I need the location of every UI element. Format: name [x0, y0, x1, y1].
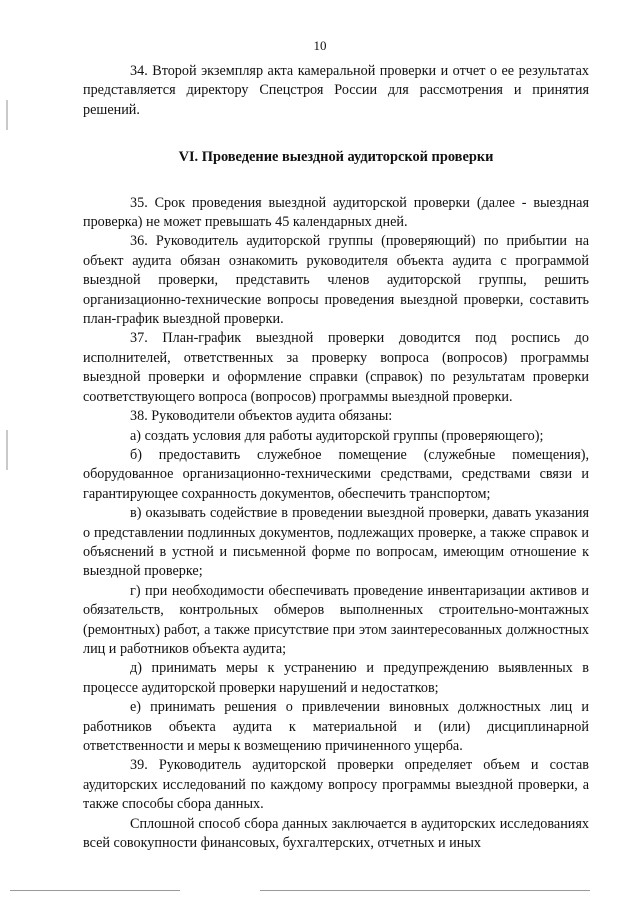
list-item-e: е) принимать решения о привлечении виновных должностных лиц и работников объекта аудита к материальной и (или) дисциплинарной ответственности и меры к возмещению причиненного ущерба. — [83, 699, 589, 754]
scan-artifact-mark — [6, 100, 8, 130]
list-item-b: б) предоставить служебное помещение (служебные помещения), оборудованное организационно-техническими средствами, средствами связи и гарантирующее сохранность документов, обеспечить транспортом; — [83, 446, 589, 502]
paragraph-39: 39. Руководитель аудиторской проверки определяет объем и состав аудиторских исследований по каждому вопросу программы выездной проверки, а также способы сбора данных. — [83, 757, 589, 813]
paragraph-38: 38. Руководители объектов аудита обязаны: — [130, 408, 393, 425]
scan-artifact-line — [10, 890, 180, 891]
list-item-d: д) принимать меры к устранению и предупреждению выявленных в процессе аудиторской проверки нарушений и недостатков; — [83, 660, 589, 696]
paragraph-continuous-method: Сплошной способ сбора данных заключается в аудиторских исследованиях всей совокупности финансовых, бухгалтерских, отчетных и иных — [83, 815, 589, 852]
list-item-v: в) оказывать содействие в проведении выездной проверки, давать указания о представлении подлинных документов, подлежащих проверке, а также справок и объяснений в устной и письменной форме по вопросам, имеющим отношение к выездной проверке; — [83, 505, 589, 580]
page-number: 10 — [313, 38, 327, 53]
paragraph-34: 34. Второй экземпляр акта камеральной проверки и отчет о ее результатах представляется директору Спецстроя России для рассмотрения и принятия решений. — [83, 63, 589, 118]
document-body — [83, 62, 589, 853]
list-item-a: а) создать условия для работы аудиторской группы (проверяющего); — [130, 427, 544, 444]
paragraph-37: 37. План-график выездной проверки доводится под роспись до исполнителей, ответственных за проверку вопроса (вопросов) программы выездной проверки и оформление справки (справок) по результатам проверки соответствующего вопроса (вопросов) программы выездной проверки. — [83, 330, 589, 405]
scan-artifact-line — [260, 890, 590, 891]
paragraph-36: 36. Руководитель аудиторской группы (проверяющий) по прибытии на объект аудита обязан ознакомить руководителя объекта аудита с программой выездной проверки, представить членов аудиторской группы, решить организационно-технические вопросы проведения выездной проверки, составить план-график выездной проверки. — [83, 233, 589, 328]
scan-artifact-mark — [6, 430, 8, 470]
section-heading: VI. Проведение выездной аудиторской проверки — [178, 149, 494, 166]
list-item-g: г) при необходимости обеспечивать проведение инвентаризации активов и обязательств, контрольных обмеров выполненных строительно-монтажных (ремонтных) работ, а также присутствие при этом заинтересованных должностных лиц и работников объекта аудита; — [83, 582, 589, 657]
paragraph-35: 35. Срок проведения выездной аудиторской проверки (далее - выездная проверка) не может превышать 45 календарных дней. — [83, 194, 589, 231]
